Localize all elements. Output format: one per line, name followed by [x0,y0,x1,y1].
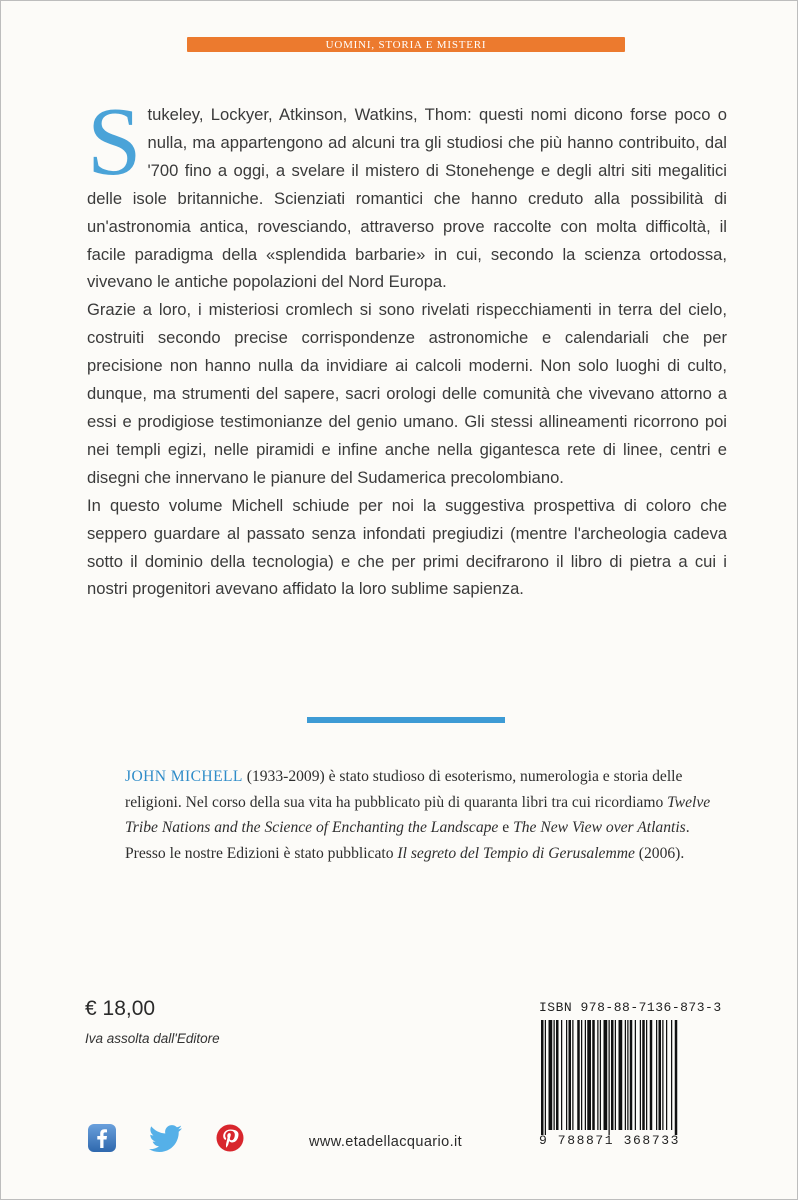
barcode-bar [556,1020,559,1130]
barcode-bar [635,1020,636,1130]
barcode-bar [627,1020,628,1130]
barcode-bar [611,1020,614,1130]
barcode-bar [609,1020,610,1135]
barcode-bar [656,1020,657,1130]
barcode-bar [585,1020,586,1130]
bio-text-2: e [498,819,514,837]
drop-cap: S [87,88,142,196]
barcode-bar [600,1020,601,1130]
publisher-website[interactable]: www.etadellacquario.it [309,1134,463,1150]
barcode-bar [581,1020,582,1130]
barcode-bar [619,1020,623,1130]
barcode-bar [666,1020,667,1130]
barcode-bar [646,1020,647,1130]
barcode [539,1020,729,1135]
barcode-bar [662,1020,663,1130]
bio-text-1: (1933-2009) è stato studioso di esoterismo, numerologia e storia delle religioni. Nel corso della sua vita ha pubblicato più di quaranta libri tra cui ricordiamo [125,768,683,811]
author-name: JOHN MICHELL [125,768,243,785]
blurb-paragraph-3: In questo volume Michell schiude per noi la suggestiva prospettiva di coloro che seppero guardare al passato senza infondati pregiudizi (mentre l'archeologia cadeva sotto il dominio della tecnologia) e che per primi decifrarono il libro di pietra a cui i nostri progenitori avevano affidato la loro sublime sapienza. [87,495,727,599]
bio-text-3: . Presso le nostre Edizioni è stato pubblicato [125,819,690,862]
barcode-bar [625,1020,626,1130]
barcode-bar [572,1020,573,1130]
author-bio [125,764,713,866]
barcode-bar [675,1020,678,1135]
bio-text-4: (2006). [634,844,685,862]
isbn-label: ISBN 978-88-7136-873-3 [539,1000,722,1015]
facebook-icon[interactable] [87,1123,117,1153]
vat-note: Iva assolta dall'Editore [85,1031,220,1046]
barcode-bar [554,1020,555,1130]
barcode-digits: 9 788871 368733 [539,1133,681,1148]
divider-rule [307,717,505,723]
barcode-bar [630,1020,633,1130]
barcode-bar [545,1020,546,1135]
blurb-text [87,88,727,603]
barcode-bar [597,1020,598,1130]
barcode-bar [640,1020,641,1130]
barcode-bar [642,1020,645,1130]
barcode-bar [577,1020,580,1130]
series-label: UOMINI, STORIA E MISTERI [325,38,487,51]
barcode-bar [561,1020,562,1130]
blurb-paragraph-2: Grazie a loro, i misteriosi cromlech si sono rivelati rispecchiamenti in terra del cielo, costruiti secondo precise corrispondenze astronomiche e calendariali che per precisione non hanno nulla da invidiare ai calcoli moderni. Non solo luoghi di culto, dunque, ma strumenti del sapere, sacri orologi delle comunità che vivevano attorno a essi e prodigiose testimonianze del genio umano. Gli stessi allineamenti ricorrono poi nei templi egizi, nelle piramidi e infine anche nella gigantesca rete di linee, centri e disegni che innervano le pianure del Sudamerica precolombiano. [87,300,727,487]
book-title-1: Twelve Tribe Nations and the Science of Enchanting the Landscape [125,793,711,837]
pinterest-icon[interactable] [215,1123,245,1153]
twitter-icon[interactable] [148,1123,184,1153]
barcode-bar [569,1020,572,1130]
book-title-3: Il segreto del Tempio di Gerusalemme [397,844,635,862]
barcode-bar [566,1020,567,1130]
barcode-bar [604,1020,608,1130]
barcode-bar [587,1020,591,1130]
barcode-bar [650,1020,653,1130]
series-band [187,37,625,52]
barcode-bar [615,1020,616,1130]
blurb-paragraph-1 [87,88,727,296]
barcode-bar [659,1020,662,1130]
book-title-2: The New View over Atlantis [513,819,686,837]
barcode-bar [671,1020,672,1130]
barcode-bar [541,1020,544,1135]
barcode-bar [592,1020,595,1130]
price: € 18,00 [85,997,156,1020]
blurb-paragraph-1-text: tukeley, Lockyer, Atkinson, Watkins, Thom: questi nomi dicono forse poco o nulla, ma appartengono ad alcuni tra gli studiosi che più hanno contribuito, dal '700 fino a oggi, a svelare il mistero di Stonehenge e degli altri siti megalitici delle isole britanniche. Scienziati romantici che hanno creduto alla possibilità di un'astronomia antica, rovesciando, attraverso prove raccolte con molta difficoltà, il facile paradigma della «splendida barbarie» in cui, secondo la scienza ortodossa, vivevano le antiche popolazioni del Nord Europa. [87,105,727,292]
barcode-bar [549,1020,553,1130]
